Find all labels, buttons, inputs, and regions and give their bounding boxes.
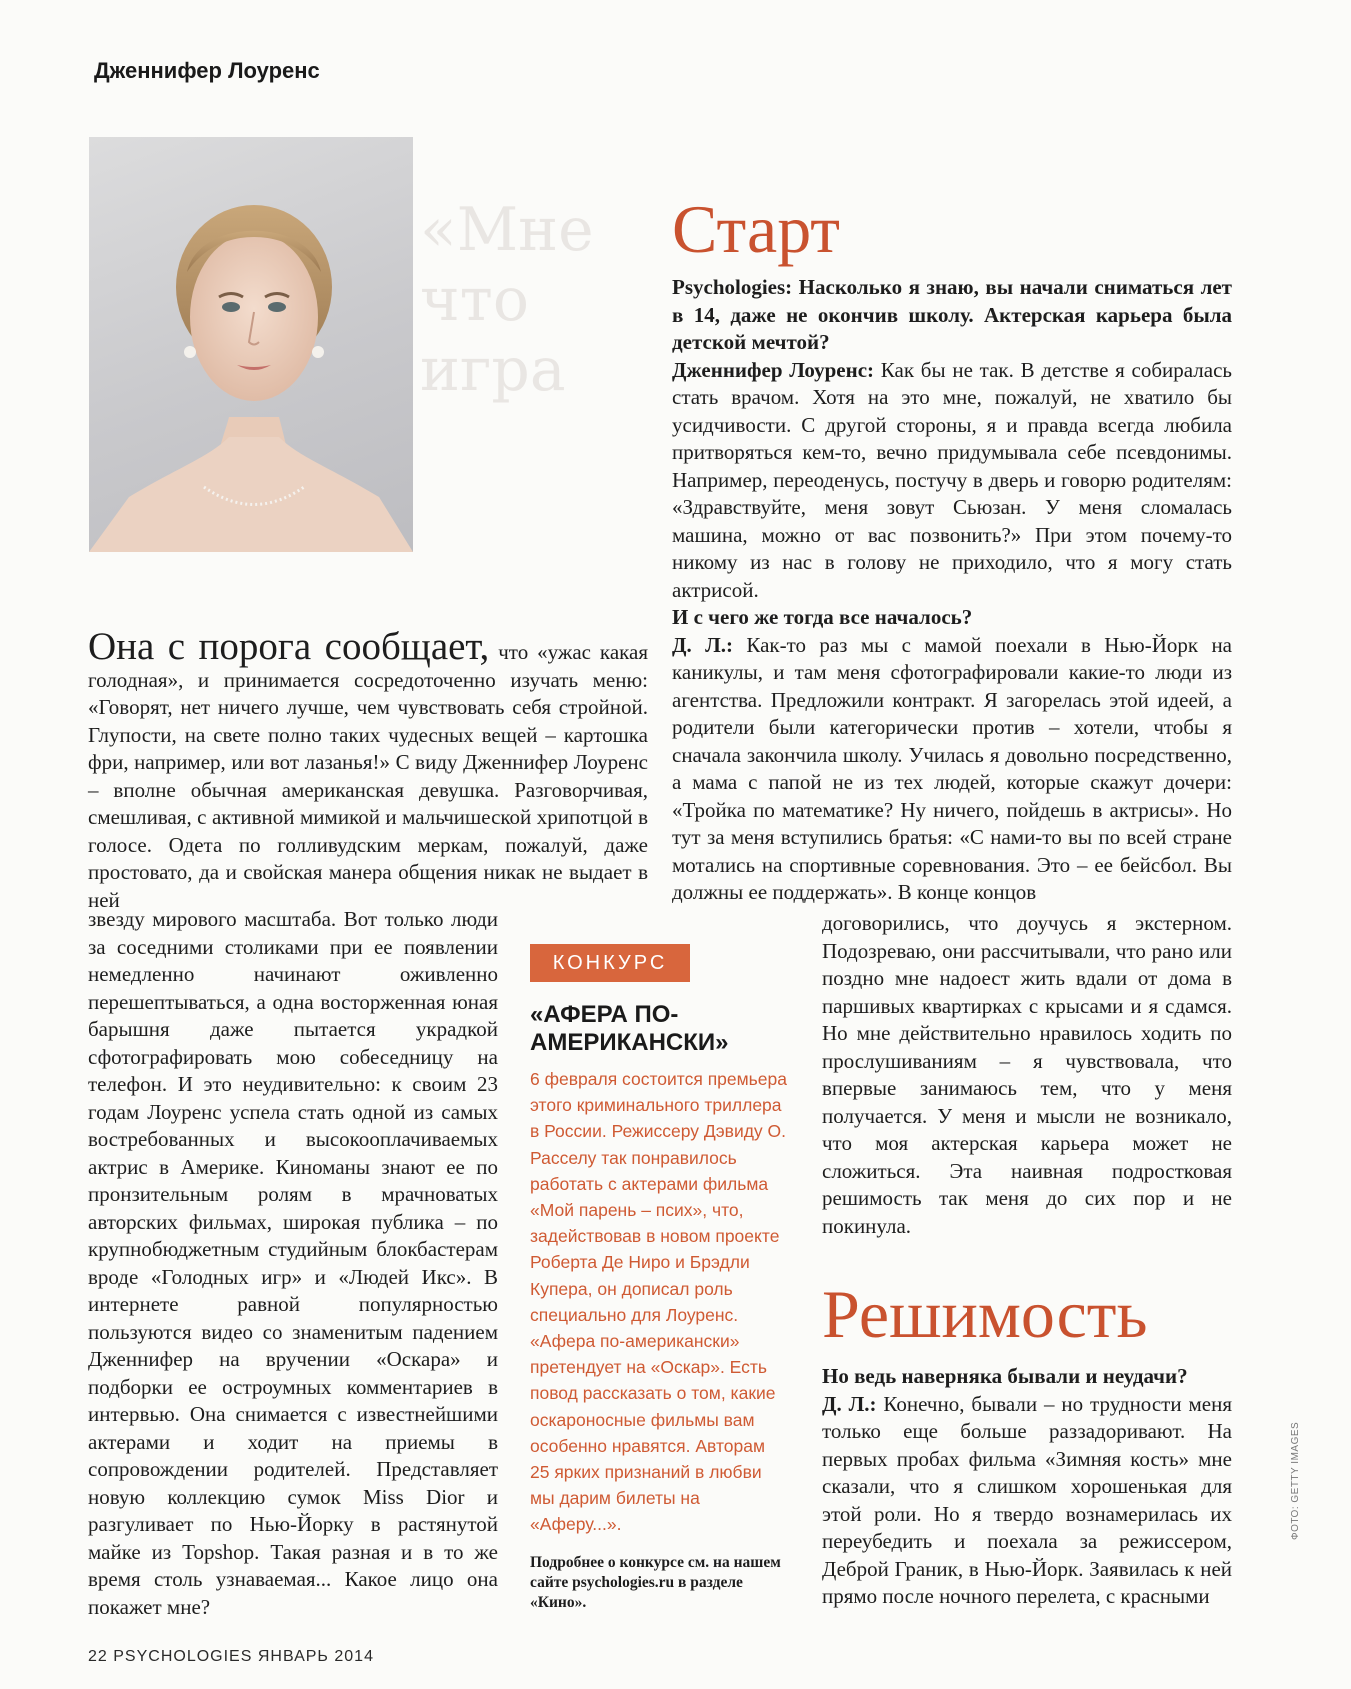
header-person-name: Дженнифер Лоуренс xyxy=(94,58,320,83)
interview-block-start xyxy=(672,274,1232,907)
left-column-intro xyxy=(88,625,649,914)
answer-continued: договорились, что доучусь я экстерном. Подозреваю, они рассчитывали, что рано или поздно мне надоест жить вдали от дома в паршивых квартирках с крысами и я сдамся. Но мне действительно нравилось ходить по прослушиваниям – я чувствовала, что впервые занимаюсь тем, что у меня получается. У меня и мысли не возникало, что моя актерская карьера может не сложиться. Эта наивная подростковая решимость так меня до сих пор и не покинула. xyxy=(822,911,1232,1238)
answer: Как-то раз мы с мамой поехали в Нью-Йорк на каникулы, и там меня сфотографировали какие-то люди из агентства. Предложили контракт. Я загорелась этой идеей, а родители были категорически против – хотели, чтобы я сначала закончила школу. Училась я довольно посредственно, а мама с папой не из тех людей, которые скажут дочери: «Тройка по математике? Ну ничего, пойдешь в актрисы». Но тут за меня вступились братья: «С нами-то вы по всей стране мотались на спортивные соревнования. Это – ее бейсбол. Вы должны ее поддержать». В конце концов xyxy=(672,632,1233,904)
intro-paragraph-continued: звезду мирового масштаба. Вот только люди за соседними столиками при ее появлении немедленно начинают оживленно перешептываться, а одна восторженная юная барышня даже пытается украдкой сфотографировать мою собеседницу на телефон. И это неудивительно: к своим 23 годам Лоуренс успела стать одной из самых востребованных и высокооплачиваемых актрис в Америке. Киноманы знают ее по пронзительным ролям в мрачноватых авторских фильмах, широкая публика – по крупнобюджетным студийным блокбастерам вроде «Голодных игр» и «Людей Икс». В интернете равной популярностью пользуются видео со знаменитым падением Дженнифер на вручении «Оскара» и подборки ее остроумных комментариев в интервью. Она снимается с известнейшими актерами и ходит на приемы в сопровождении родителей. Представляет новую коллекцию сумок Miss Dior и разгуливает по Нью-Йорку в растянутой майке из Topshop. Такая разная и в то же время столь узнаваемая... Какое лицо она покажет мне? xyxy=(88,907,498,1619)
answer: Конечно, бывали – но трудности меня только еще больше раззадоривают. На первых пробах фильма «Зимняя кость» мне сказали, что я слишком хорошенькая для этой роли. Но я твердо вознамерилась их переубедить и поехала за режиссером, Деброй Граник, в Нью-Йорк. Заявилась к ней прямо после ночного перелета, с красными xyxy=(822,1391,1232,1608)
contest-title: «АФЕРА ПО-АМЕРИКАНСКИ» xyxy=(530,1001,729,1056)
page-footer: 22 PSYCHOLOGIES ЯНВАРЬ 2014 xyxy=(88,1648,374,1665)
ghost-line: «Мне xyxy=(420,195,594,265)
intro-paragraph xyxy=(88,625,649,914)
section-title-resolve: Решимость xyxy=(822,1276,1148,1352)
interview-block-resolve xyxy=(822,1363,1232,1611)
section-start-continued xyxy=(822,910,1232,1240)
lead-in-phrase: Она с порога сообщает, xyxy=(88,625,490,668)
question: И с чего же тогда все началось? xyxy=(672,605,973,629)
section-title-start: Старт xyxy=(672,191,841,267)
speaker-label: Д. Л.: xyxy=(822,1391,877,1416)
contest-body: 6 февраля состоится премьера этого криминального триллера в России. Режиссеру Дэвиду О. Расселу так понравилось работать с актерами фильма «Мой парень – псих», что, задействовав в новом проекте Роберта Де Ниро и Брэдли Купера, он дописал роль специально для Лоуренс. «Афера по-американски» претендует на «Оскар». Есть повод рассказать о том, какие оскароносные фильмы вам особенно нравятся. Авторам 25 ярких признаний в любви мы дарим билеты на «Аферу...». xyxy=(530,1069,787,1535)
section-resolve xyxy=(822,1276,1232,1611)
contest-note: Подробнее о конкурсе см. на нашем сайте psychologies.ru в разделе «Кино». xyxy=(530,1554,781,1611)
portrait-illustration xyxy=(89,137,413,552)
ghost-line: что xyxy=(420,265,529,335)
ghost-quote-text xyxy=(420,195,594,405)
contest-badge: КОНКУРС xyxy=(530,944,690,982)
intro-text: что «ужас какая голодная», и принимается сосредоточенно изучать меню: «Говорят, нет ничего лучше, чем чувствовать себя стройной. Глупости, на свете полно таких чудесных вещей – картошка фри, например, или вот лазанья!» С виду Дженнифер Лоуренс – вполне обычная американская девушка. Разговорчивая, смешливая, с активной мимикой и мальчишеской хрипотцой в голосе. Одета по голливудским меркам, пожалуй, даже простовато, да и свойская манера общения никак не выдает в ней xyxy=(88,640,649,912)
answer: Как бы не так. В детстве я собиралась стать врачом. Хотя на это мне, пожалуй, не хватило бы усидчивости. С другой стороны, я и правда всегда любила притворяться кем-то, вечно придумывала себе псевдонимы. Например, переоденусь, постучу в дверь и говорю родителям: «Здравствуйте, меня зовут Сьюзан. У меня сломалась машина, можно от вас позвонить?» При этом почему-то никому из нас в голову не приходило, что я могу стать актрисой. xyxy=(672,357,1232,602)
photo-credit: ФОТО: GETTY IMAGES xyxy=(1290,1421,1301,1540)
left-column-continued xyxy=(88,906,498,1621)
question: Но ведь наверняка бывали и неудачи? xyxy=(822,1364,1188,1388)
speaker-label: Д. Л.: xyxy=(672,632,733,657)
section-start xyxy=(672,191,1233,907)
question: Psychologies: Насколько я знаю, вы начали сниматься лет в 14, даже не окончив школу. Актерская карьера была детской мечтой? xyxy=(672,275,1232,354)
portrait-photo xyxy=(89,137,413,552)
ghost-line: игра xyxy=(420,335,566,405)
speaker-label: Дженнифер Лоуренс: xyxy=(672,357,875,382)
